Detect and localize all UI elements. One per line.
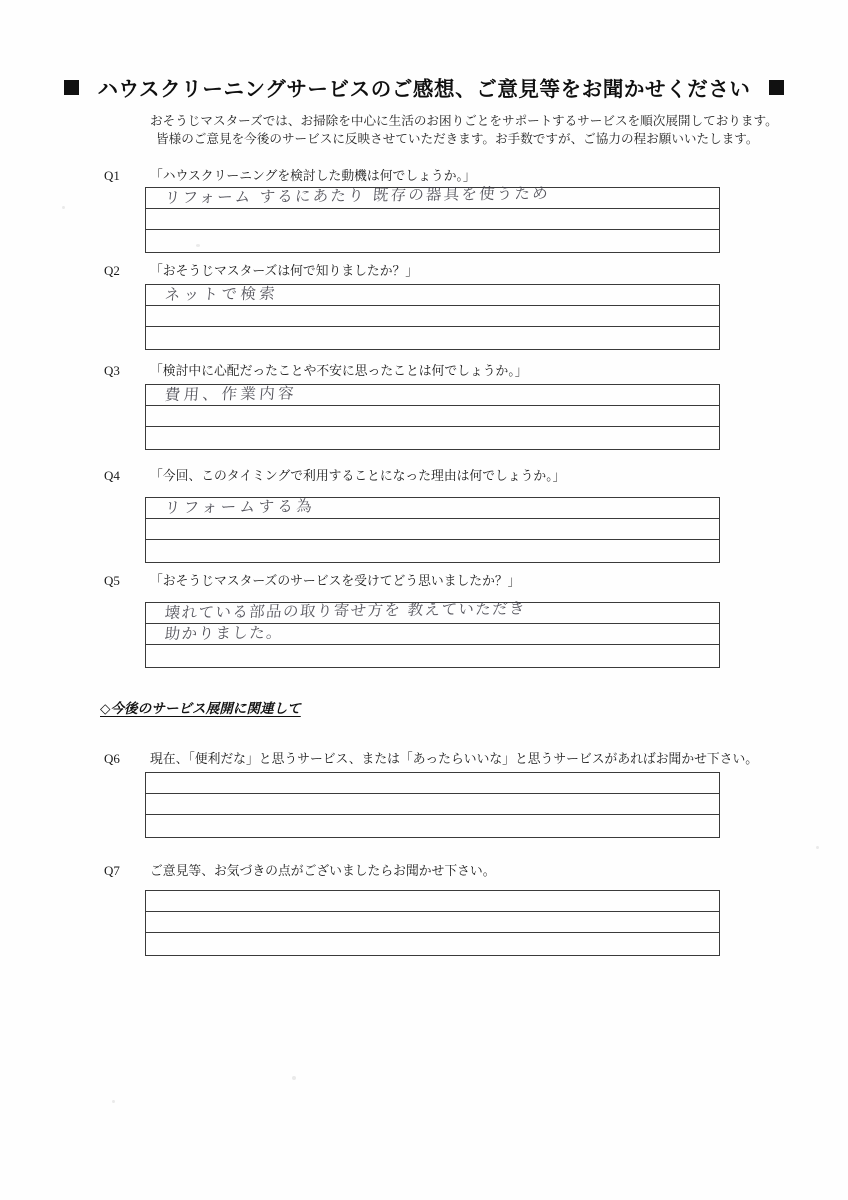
question-prompt-q3: 「検討中に心配だったことや不安に思ったことは何でしょうか。」 <box>150 364 528 378</box>
answer-box-q2[interactable] <box>145 284 720 350</box>
question-number-q1: Q1 <box>104 168 120 183</box>
question-number-q4: Q4 <box>104 468 120 483</box>
answer-row[interactable] <box>146 912 719 933</box>
square-marker-left-icon <box>64 80 79 95</box>
question-label-q3 <box>104 360 528 379</box>
answer-row[interactable] <box>146 498 719 519</box>
answer-row[interactable] <box>146 209 719 230</box>
answer-box-q7[interactable] <box>145 890 720 956</box>
answer-row[interactable] <box>146 327 719 349</box>
page-title <box>0 72 848 102</box>
handwritten-answer: 助かりました。 <box>164 623 284 643</box>
answer-row[interactable] <box>146 794 719 815</box>
answer-row[interactable] <box>146 406 719 427</box>
handwritten-answer: リフォーム するにあたり 既存の器具を使うため <box>164 184 551 207</box>
answer-row[interactable] <box>146 624 719 645</box>
answer-box-q5[interactable] <box>145 599 720 668</box>
answer-row[interactable] <box>146 891 719 912</box>
answer-row[interactable] <box>146 184 719 209</box>
handwritten-answer: リフォームする為 <box>164 497 316 517</box>
question-number-q6: Q6 <box>104 751 120 766</box>
square-marker-right-icon <box>769 80 784 95</box>
handwritten-answer: 壊れている部品の取り寄せ方を 教えていただき <box>164 599 527 622</box>
question-number-q5: Q5 <box>104 573 120 588</box>
question-block-q3 <box>0 360 848 465</box>
answer-box-q4[interactable] <box>145 497 720 563</box>
handwritten-answer: ネットで検索 <box>164 284 279 304</box>
handwritten-answer: 費用、作業内容 <box>164 384 298 404</box>
question-prompt-q6: 現在、「便利だな」と思うサービス、または「あったらいいな」と思うサービスがあればお聞かせ下さい。 <box>150 752 759 766</box>
answer-row[interactable] <box>146 645 719 667</box>
answer-row[interactable] <box>146 385 719 406</box>
answer-row[interactable] <box>146 230 719 252</box>
question-label-q4 <box>104 465 565 484</box>
question-prompt-q7: ご意見等、お気づきの点がございましたらお聞かせ下さい。 <box>150 864 496 878</box>
intro-line-1: おそうじマスターズでは、お掃除を中心に生活のお困りごとをサポートするサービスを順次展開しております。 <box>150 114 778 128</box>
intro-line-2: 皆様のご意見を今後のサービスに反映させていただきます。お手数ですが、ご協力の程お願いいたします。 <box>156 131 759 146</box>
scan-speckle <box>816 846 819 849</box>
question-block-q2 <box>0 260 848 365</box>
question-label-q2 <box>104 260 418 279</box>
scan-speckle <box>62 206 65 209</box>
scan-speckle <box>196 244 200 247</box>
question-block-q4 <box>0 465 848 570</box>
answer-box-q1[interactable] <box>145 184 720 253</box>
answer-row[interactable] <box>146 519 719 540</box>
question-prompt-q4: 「今回、このタイミングで利用することになった理由は何でしょうか。」 <box>150 469 566 483</box>
question-number-q7: Q7 <box>104 863 120 878</box>
question-label-q6 <box>104 748 758 767</box>
question-label-q1 <box>104 165 476 184</box>
answer-row[interactable] <box>146 933 719 955</box>
answer-row[interactable] <box>146 427 719 449</box>
answer-row[interactable] <box>146 285 719 306</box>
intro-paragraph <box>150 113 778 148</box>
question-prompt-q5: 「おそうじマスターズのサービスを受けてどう思いましたか？」 <box>150 574 521 588</box>
question-block-q6 <box>0 748 848 853</box>
answer-row[interactable] <box>146 773 719 794</box>
question-number-q3: Q3 <box>104 363 120 378</box>
question-prompt-q2: 「おそうじマスターズは何で知りましたか？」 <box>150 264 419 278</box>
question-block-q1 <box>0 165 848 270</box>
question-block-q5 <box>0 570 848 680</box>
question-label-q5 <box>104 570 520 589</box>
question-label-q7 <box>104 860 496 879</box>
scan-speckle <box>292 1076 296 1080</box>
answer-row[interactable] <box>146 815 719 837</box>
question-number-q2: Q2 <box>104 263 120 278</box>
answer-row[interactable] <box>146 540 719 562</box>
scan-speckle <box>112 1100 115 1103</box>
question-prompt-q1: 「ハウスクリーニングを検討した動機は何でしょうか。」 <box>150 169 476 183</box>
section-heading: ◇今後のサービス展開に関連して <box>100 701 301 716</box>
question-block-q7 <box>0 860 848 970</box>
page-title-text: ハウスクリーニングサービスのご感想、ご意見等をお聞かせください <box>97 79 751 101</box>
answer-row[interactable] <box>146 306 719 327</box>
answer-box-q6[interactable] <box>145 772 720 838</box>
answer-box-q3[interactable] <box>145 384 720 450</box>
